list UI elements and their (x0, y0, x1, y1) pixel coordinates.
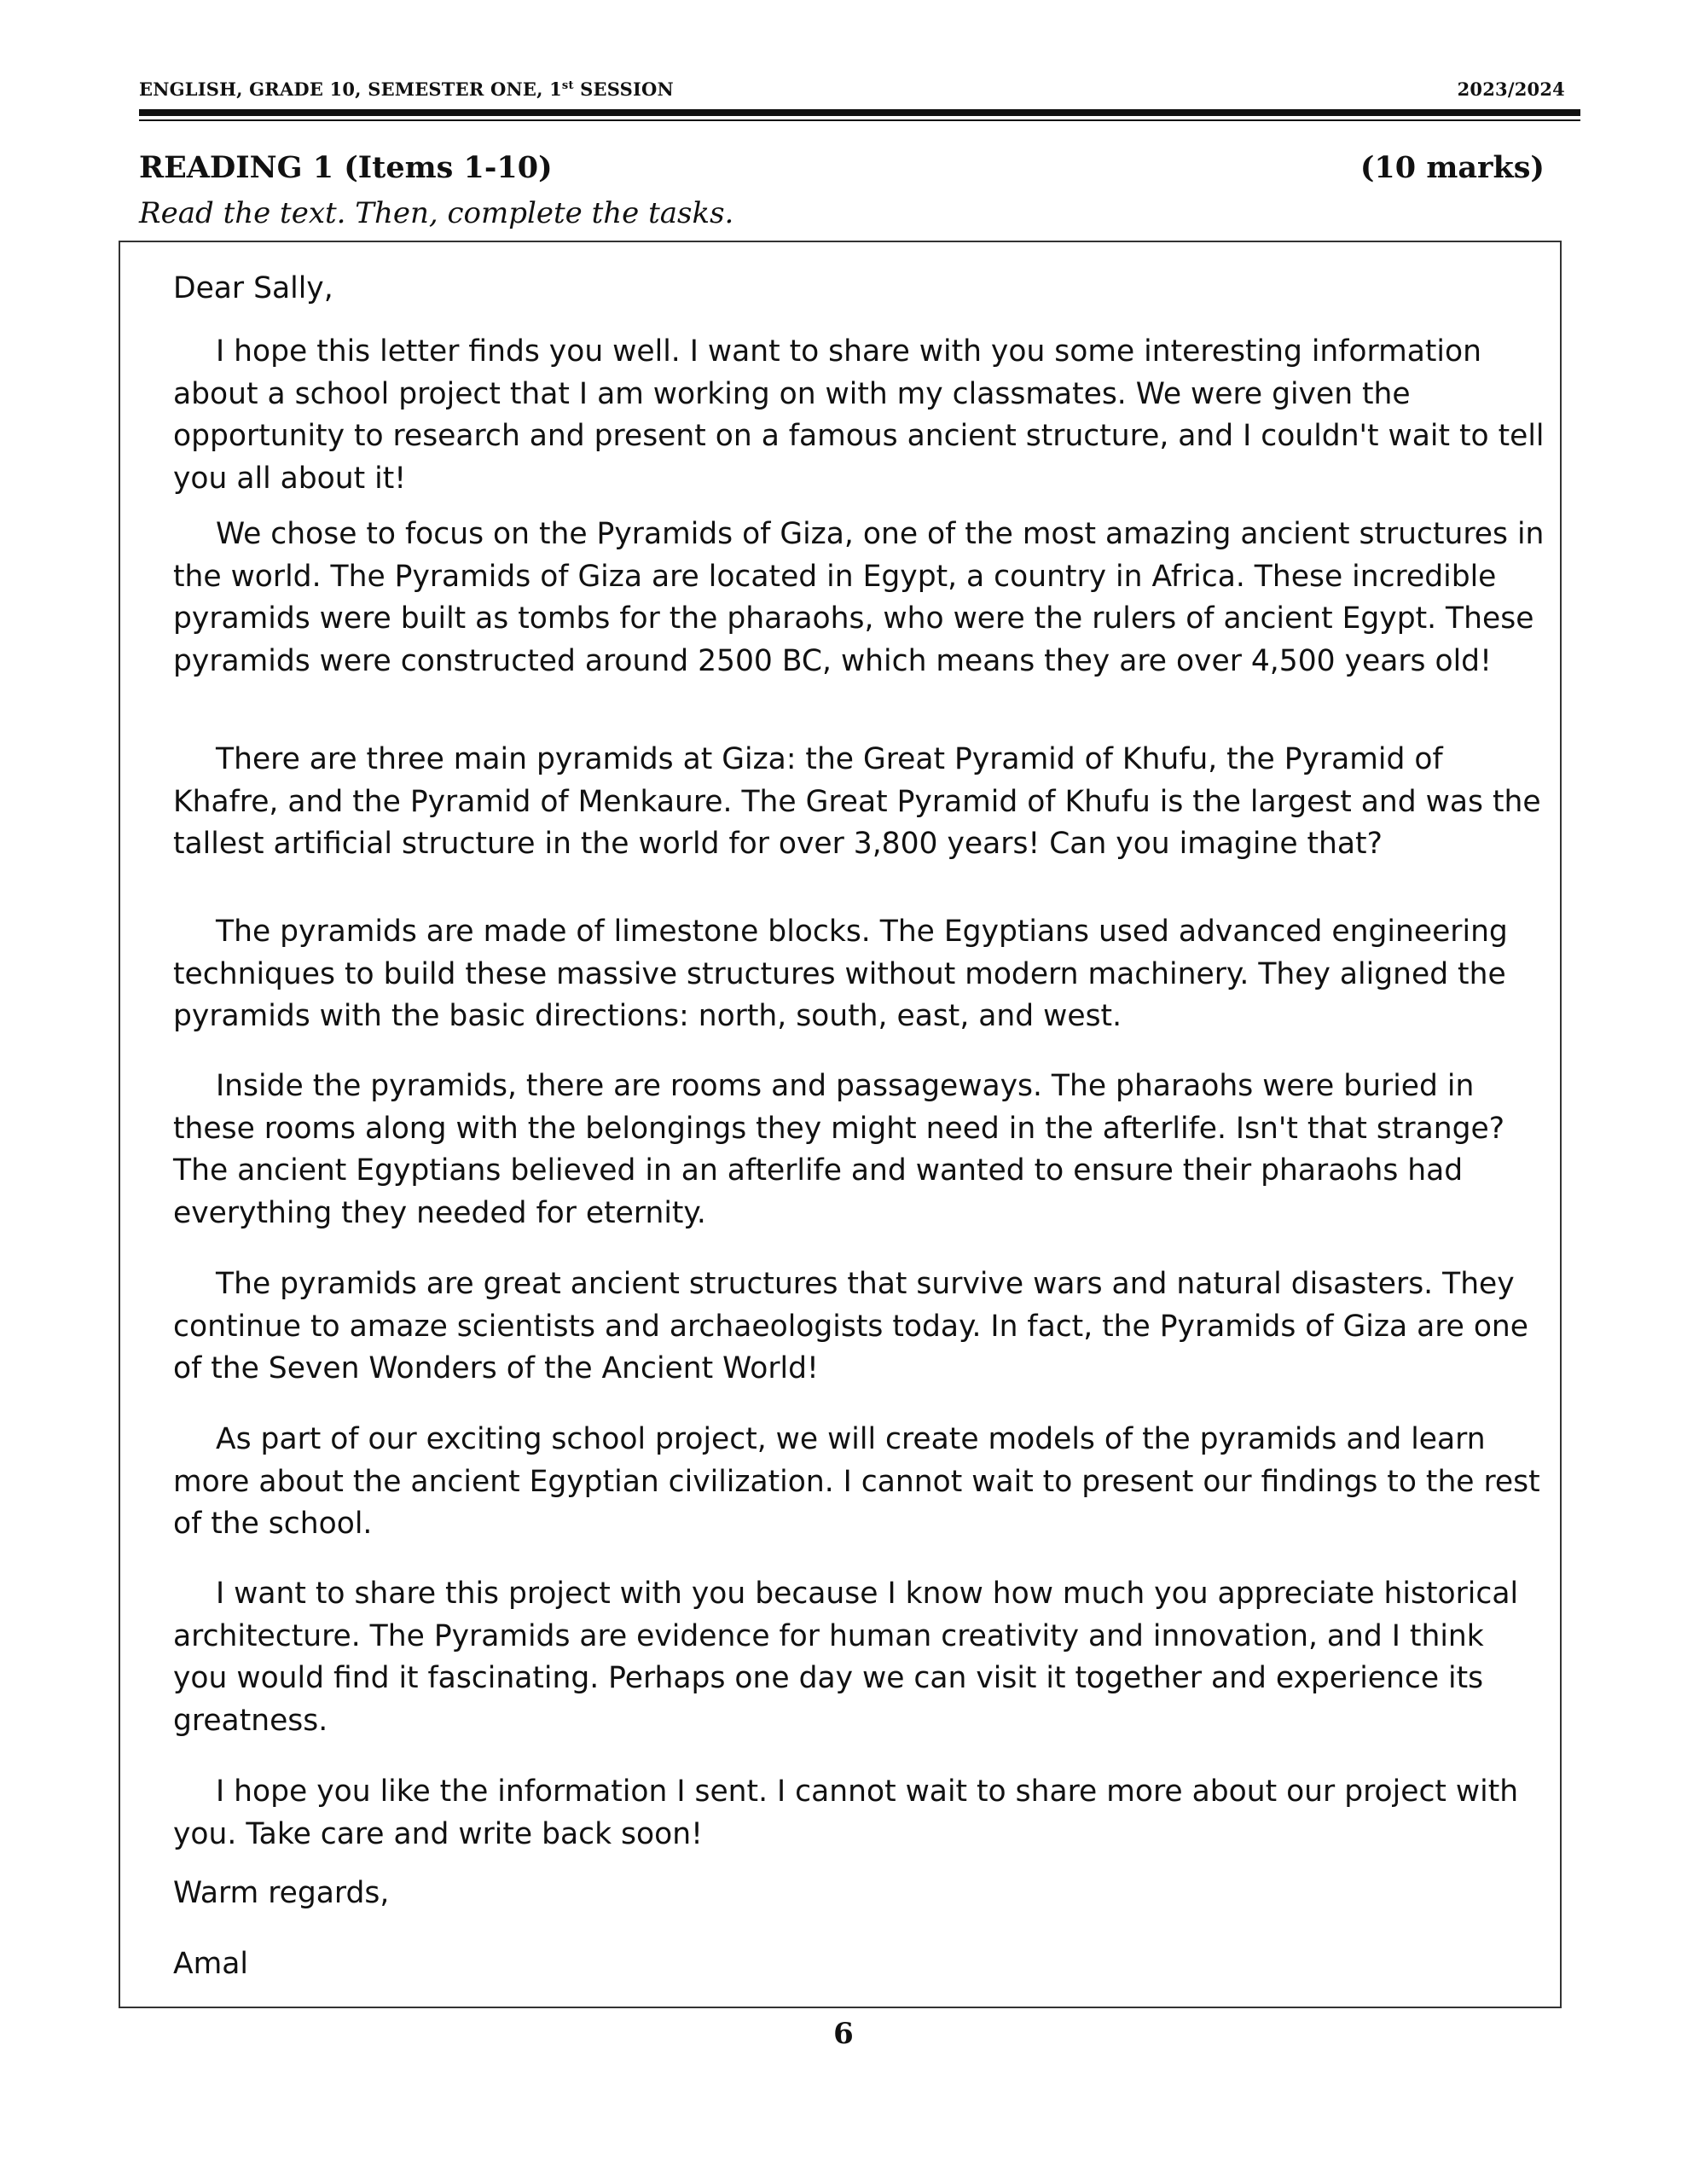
letter-signature: Amal (173, 1947, 248, 1981)
letter-paragraph-1: I hope this letter finds you well. I want to share with you some interesting information about a school project that I am working on with my classmates. We were given the opportunity to research and present on a famous ancient structure, and I couldn't wait to tell you all about it! (173, 334, 1545, 496)
letter-paragraph-6: The pyramids are great ancient structures that survive wars and natural disasters. They continue to amaze scientists and archaeologists today. In fact, the Pyramids of Giza are one of the Seven Wonders of the Ancient World! (173, 1267, 1529, 1385)
section-heading (139, 150, 1545, 185)
letter-paragraph-7: As part of our exciting school project, we will create models of the pyramids and learn more about the ancient Egyptian civilization. I cannot wait to present our findings to the rest of the school. (173, 1422, 1540, 1541)
letter-paragraph-3: There are three main pyramids at Giza: the Great Pyramid of Khufu, the Pyramid of Khafre, and the Pyramid of Menkaure. The Great Pyramid of Khufu is the largest and was the tallest artificial structure in the world for over 3,800 years! Can you imagine that? (173, 742, 1541, 861)
section-marks: (10 marks) (1359, 150, 1545, 185)
section-title: READING 1 (Items 1-10) (139, 150, 553, 185)
letter-paragraph-4: The pyramids are made of limestone blocks. The Egyptians used advanced engineering techniques to build these massive structures without modern machinery. They aligned the pyramids with the basic directions: north, south, east, and west. (173, 915, 1508, 1033)
section-instruction: Read the text. Then, complete the tasks. (139, 196, 734, 230)
page-number: 6 (833, 2017, 854, 2051)
header-course-prefix: ENGLISH, GRADE 10, SEMESTER ONE, 1 (139, 78, 562, 100)
exam-header (139, 78, 1565, 100)
letter-paragraph-5: Inside the pyramids, there are rooms and passageways. The pharaohs were buried in these rooms along with the belongings they might need in the afterlife. Isn't that strange? The ancient Egyptians believed in an afterlife and wanted to ensure their pharaohs had everything they needed for eternity. (173, 1069, 1505, 1230)
letter-paragraph-9: I hope you like the information I sent. I cannot wait to share more about our project with you. Take care and write back soon! (173, 1774, 1519, 1851)
header-rule-thick (139, 109, 1580, 116)
header-rule-thin (139, 119, 1580, 121)
letter-paragraph-2: We chose to focus on the Pyramids of Giza, one of the most amazing ancient structures in the world. The Pyramids of Giza are located in Egypt, a country in Africa. These incredible pyramids were built as tombs for the pharaohs, who were the rulers of ancient Egypt. These pyramids were constructed around 2500 BC, which means they are over 4,500 years old! (173, 517, 1545, 678)
letter-closing: Warm regards, (173, 1876, 390, 1910)
letter-salutation: Dear Sally, (173, 271, 333, 305)
exam-header-course (139, 78, 674, 100)
letter-paragraph-8: I want to share this project with you because I know how much you appreciate historical architecture. The Pyramids are evidence for human creativity and innovation, and I think you would find it fascinating. Perhaps one day we can visit it together and experience its greatness. (173, 1577, 1519, 1738)
header-course-ordinal: st (561, 79, 574, 92)
exam-header-year: 2023/2024 (1457, 78, 1565, 100)
header-course-suffix: SESSION (573, 78, 674, 100)
